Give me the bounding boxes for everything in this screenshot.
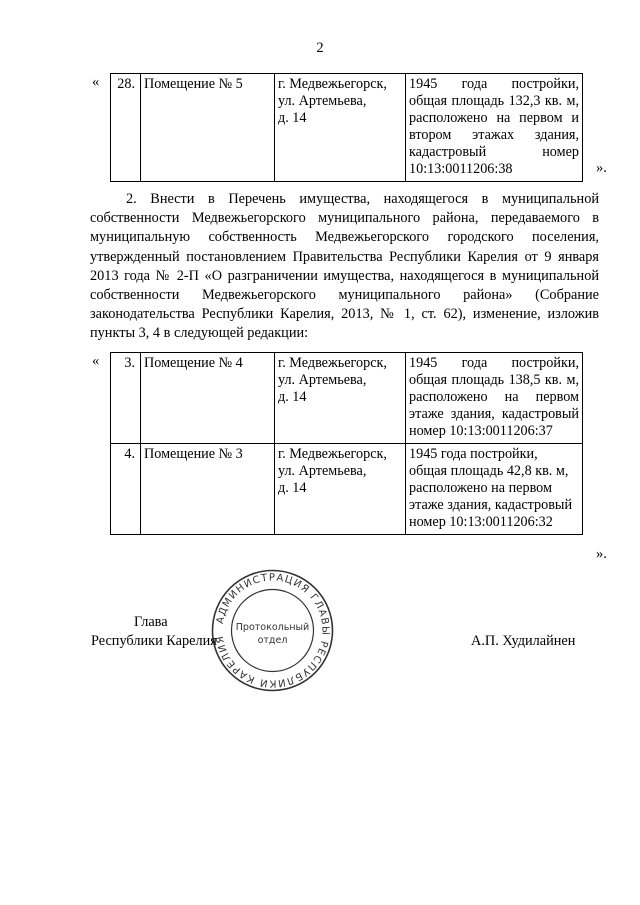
room-name: Помещение № 3	[141, 444, 275, 535]
address-street: ул. Артемьева,	[278, 372, 367, 388]
address-city: г. Медвежьегорск,	[278, 355, 387, 371]
table-row	[111, 74, 583, 182]
paragraph-2-text: 2. Внести в Перечень имущества, находящегося в муниципальной собственности Медвежьегорского муниципального района, передаваемого в муниципальную собственность Медвежьегорского городского поселения, утвержденный постановлением Правительства Республики Карелия от 9 января 2013 года № 2-П «О разграничении имущества, находящегося в муниципальной собственности Медвежьегорского муниципального района» (Собрание законодательства Республики Карелия, 2013, № 1, ст. 62), изменение, изложив пункты 3, 4 в следующей редакции:	[90, 191, 599, 342]
room-address	[275, 353, 406, 444]
table2-close-quote: ».	[596, 546, 607, 562]
row-number: 4.	[111, 444, 141, 535]
room-description	[406, 444, 583, 535]
address-house: д. 14	[278, 110, 307, 126]
signature-title-line2: Республики Карелия	[91, 633, 217, 649]
address-city: г. Медвежьегорск,	[278, 76, 387, 92]
table1-open-quote: «	[92, 74, 100, 90]
room-address	[275, 74, 406, 182]
stamp-center-line2: отдел	[257, 635, 288, 646]
description-text: 1945 года постройки, общая площадь 138,5 кв. м, расположено на первом этаже здания, кадастровый номер 10:13:0011206:37	[409, 355, 579, 439]
table1-close-quote: ».	[596, 160, 607, 176]
stamp-ring-text: АДМИНИСТРАЦИЯ ГЛАВЫ РЕСПУБЛИКИ КАРЕЛИЯ	[214, 572, 331, 689]
table2-open-quote: «	[92, 353, 100, 369]
paragraph-2	[90, 190, 599, 344]
room-address	[275, 444, 406, 535]
stamp-center-line1: Протокольный	[235, 622, 310, 633]
row-number: 3.	[111, 353, 141, 444]
address-house: д. 14	[278, 480, 307, 496]
address-street: ул. Артемьева,	[278, 93, 367, 109]
room-description	[406, 74, 583, 182]
table2	[110, 352, 583, 535]
page-number: 2	[316, 40, 324, 56]
address-street: ул. Артемьева,	[278, 463, 367, 479]
row-number: 28.	[111, 74, 141, 182]
signature-title-line1: Глава	[134, 614, 168, 630]
table-row	[111, 353, 583, 444]
description-text: 1945 года постройки, общая площадь 42,8 кв. м, расположено на первом этаже здания, кадастровый номер 10:13:0011206:32	[409, 446, 573, 530]
address-house: д. 14	[278, 389, 307, 405]
room-description	[406, 353, 583, 444]
table1	[110, 73, 583, 182]
address-city: г. Медвежьегорск,	[278, 446, 387, 462]
table-row	[111, 444, 583, 535]
signatory-name: А.П. Худилайнен	[471, 633, 576, 649]
room-name: Помещение № 4	[141, 353, 275, 444]
description-text: 1945 года постройки, общая площадь 132,3 кв. м, расположено на первом и втором этажах здания, кадастровый номер 10:13:0011206:38	[409, 76, 579, 177]
official-stamp	[210, 568, 335, 693]
room-name: Помещение № 5	[141, 74, 275, 182]
